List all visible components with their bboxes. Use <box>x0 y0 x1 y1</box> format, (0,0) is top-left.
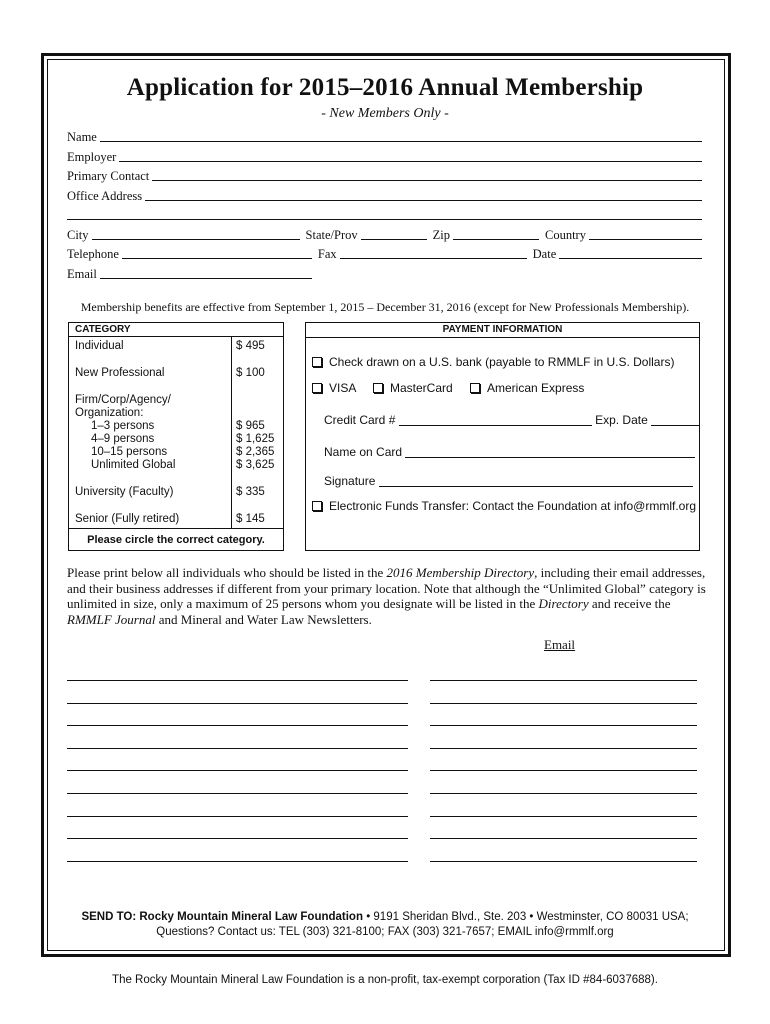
date-field[interactable] <box>559 258 702 259</box>
send-to-label: SEND TO: Rocky Mountain Mineral Law Foundation <box>81 911 363 923</box>
directory-note-italic-3: RMMLF Journal <box>67 611 156 627</box>
office-address-label: Office Address <box>67 189 143 203</box>
employer-row <box>67 147 702 165</box>
directory-name-line[interactable] <box>67 725 408 726</box>
signature-field[interactable] <box>379 486 693 487</box>
price-firm-1-3: $ 965 <box>236 420 265 432</box>
directory-note-italic-1: 2016 Membership Directory <box>386 565 535 580</box>
check-option[interactable] <box>312 355 674 369</box>
category-university[interactable]: University (Faculty) <box>75 486 174 498</box>
directory-email-line[interactable] <box>430 861 697 862</box>
payment-box <box>305 322 700 551</box>
visa-option[interactable] <box>312 381 356 395</box>
signature-row <box>324 474 693 488</box>
telephone-row <box>67 244 702 262</box>
telephone-label: Telephone <box>67 247 119 261</box>
credit-card-row <box>324 413 699 427</box>
category-header: CATEGORY <box>69 323 283 337</box>
directory-note-text-2: , including their email addresses, and their business addresses if different from your primary location. Note that although the “Unlimited Global” category is unlimited in size, only a maximum of 25 persons whom you designate will be listed in the <box>67 565 706 611</box>
credit-card-field[interactable] <box>399 425 592 426</box>
directory-note-text-4: and Mineral and Water Law Newsletters. <box>155 611 372 627</box>
price-firm-10-15: $ 2,365 <box>236 446 275 458</box>
city-label: City <box>67 228 89 242</box>
exp-date-field[interactable] <box>651 425 699 426</box>
category-table <box>68 322 284 551</box>
footer-note: The Rocky Mountain Mineral Law Foundation is a non-profit, tax-exempt corporation (Tax ID #84-6037688). <box>112 974 658 986</box>
amex-label: American Express <box>487 381 585 395</box>
category-firm-10-15[interactable]: 10–15 persons <box>91 446 168 458</box>
form-subtitle: - New Members Only - <box>321 106 449 121</box>
price-university: $ 335 <box>236 486 265 498</box>
office-address-field-2[interactable] <box>67 219 702 220</box>
city-row <box>67 225 702 243</box>
visa-checkbox-icon[interactable] <box>312 383 322 393</box>
category-divider <box>231 337 232 528</box>
benefits-note: Membership benefits are effective from September 1, 2015 – December 31, 2016 (except for New Professionals Membership). <box>80 300 690 314</box>
directory-name-line[interactable] <box>67 748 408 749</box>
name-on-card-field[interactable] <box>405 457 695 458</box>
category-instruction: Please circle the correct category. <box>69 528 283 551</box>
send-to <box>50 910 720 940</box>
name-field[interactable] <box>100 141 702 142</box>
directory-name-line[interactable] <box>67 680 408 681</box>
name-row <box>67 127 702 145</box>
check-label: Check drawn on a U.S. bank (payable to RMMLF in U.S. Dollars) <box>329 355 675 369</box>
mastercard-label: MasterCard <box>390 381 453 395</box>
directory-email-line[interactable] <box>430 816 697 817</box>
exp-date-label: Exp. Date <box>595 413 648 427</box>
price-firm-4-9: $ 1,625 <box>236 433 275 445</box>
amex-option[interactable] <box>470 381 584 395</box>
category-new-professional[interactable]: New Professional <box>75 367 165 379</box>
directory-name-line[interactable] <box>67 816 408 817</box>
email-field[interactable] <box>100 278 312 279</box>
office-address-row-2 <box>67 205 702 223</box>
directory-email-line[interactable] <box>430 770 697 771</box>
fax-field[interactable] <box>340 258 527 259</box>
directory-name-line[interactable] <box>67 861 408 862</box>
directory-name-line[interactable] <box>67 793 408 794</box>
directory-email-line[interactable] <box>430 793 697 794</box>
price-new-professional: $ 100 <box>236 367 265 379</box>
office-address-row <box>67 186 702 204</box>
state-prov-label: State/Prov <box>305 228 358 242</box>
name-label: Name <box>67 130 97 144</box>
eft-option[interactable] <box>312 499 696 513</box>
directory-note-text-1: Please print below all individuals who should be listed in the <box>67 565 387 580</box>
directory-email-line[interactable] <box>430 748 697 749</box>
mastercard-checkbox-icon[interactable] <box>373 383 383 393</box>
check-checkbox-icon[interactable] <box>312 357 322 367</box>
email-label: Email <box>67 267 97 281</box>
employer-label: Employer <box>67 150 117 164</box>
send-to-address: • 9191 Sheridan Blvd., Ste. 203 • Westminster, CO 80031 USA; <box>363 911 689 923</box>
email-row <box>67 264 702 282</box>
eft-checkbox-icon[interactable] <box>312 501 322 511</box>
primary-contact-field[interactable] <box>152 180 702 181</box>
amex-checkbox-icon[interactable] <box>470 383 480 393</box>
name-on-card-row <box>324 445 695 459</box>
zip-field[interactable] <box>453 239 539 240</box>
directory-name-line[interactable] <box>67 770 408 771</box>
form-title: Application for 2015–2016 Annual Membership <box>126 74 644 101</box>
country-label: Country <box>545 228 586 242</box>
category-firm-heading-2: Organization: <box>75 407 144 419</box>
price-individual: $ 495 <box>236 340 265 352</box>
directory-name-line[interactable] <box>67 703 408 704</box>
send-to-contact: Questions? Contact us: TEL (303) 321-8100; FAX (303) 321-7657; EMAIL info@rmmlf.org <box>156 926 614 938</box>
directory-note-italic-2: Directory <box>538 596 589 611</box>
primary-contact-label: Primary Contact <box>67 169 150 183</box>
email-column-header: Email <box>544 637 576 652</box>
directory-email-line[interactable] <box>430 703 697 704</box>
signature-label: Signature <box>324 474 376 488</box>
mastercard-option[interactable] <box>373 381 453 395</box>
price-unlimited-global: $ 3,625 <box>236 459 275 471</box>
category-unlimited-global[interactable]: Unlimited Global <box>91 459 176 471</box>
country-field[interactable] <box>589 239 702 240</box>
eft-label: Electronic Funds Transfer: Contact the Foundation at info@rmmlf.org <box>329 499 697 513</box>
primary-contact-row <box>67 166 702 184</box>
category-senior[interactable]: Senior (Fully retired) <box>75 513 180 525</box>
price-senior: $ 145 <box>236 513 265 525</box>
fax-label: Fax <box>317 247 337 261</box>
category-firm-1-3[interactable]: 1–3 persons <box>91 420 155 432</box>
zip-label: Zip <box>432 228 450 242</box>
category-individual[interactable]: Individual <box>75 340 124 352</box>
name-on-card-label: Name on Card <box>324 445 403 459</box>
directory-note <box>67 565 707 627</box>
city-field[interactable] <box>92 239 300 240</box>
credit-card-label: Credit Card # <box>324 413 396 427</box>
employer-field[interactable] <box>119 161 702 162</box>
state-prov-field[interactable] <box>361 239 427 240</box>
office-address-field[interactable] <box>145 200 702 201</box>
category-firm-heading: Firm/Corp/Agency/ <box>75 394 171 406</box>
directory-name-line[interactable] <box>67 838 408 839</box>
date-label: Date <box>532 247 557 261</box>
directory-note-text-3: and receive the <box>588 596 671 611</box>
directory-email-line[interactable] <box>430 838 697 839</box>
payment-header: PAYMENT INFORMATION <box>306 323 699 338</box>
telephone-field[interactable] <box>122 258 312 259</box>
directory-email-line[interactable] <box>430 680 697 681</box>
visa-label: VISA <box>329 381 357 395</box>
directory-email-line[interactable] <box>430 725 697 726</box>
category-firm-4-9[interactable]: 4–9 persons <box>91 433 155 445</box>
